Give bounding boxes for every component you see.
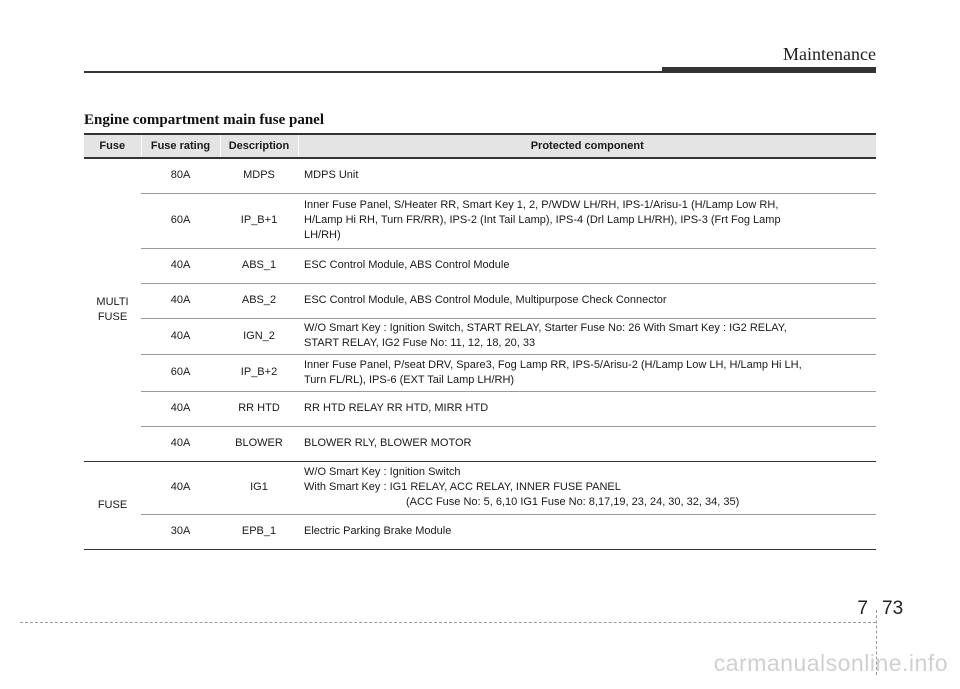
- protected-component-cell: [298, 461, 876, 514]
- header-section-title: Maintenance: [783, 44, 876, 64]
- column-header-fuse-rating: Fuse rating: [141, 134, 220, 158]
- component-line: H/Lamp Hi RH, Turn FR/RR), IPS-2 (Int Tail Lamp), IPS-4 (Drl Lamp LH/RH), IPS-3 (Frt Fog Lamp: [304, 214, 781, 226]
- table-row: [84, 248, 876, 283]
- fuse-rating-cell: 40A: [141, 248, 220, 283]
- protected-component-cell: [298, 158, 876, 193]
- fuse-group-cell: [84, 158, 141, 461]
- protected-component-cell: [298, 426, 876, 461]
- fuse-rating-cell: 40A: [141, 283, 220, 318]
- component-line: START RELAY, IG2 Fuse No: 11, 12, 18, 20, 33: [304, 337, 536, 349]
- protected-component-cell: [298, 283, 876, 318]
- table-row: [84, 318, 876, 354]
- fuse-rating-cell: 40A: [141, 318, 220, 354]
- fuse-rating-cell: 60A: [141, 193, 220, 248]
- component-line: Electric Parking Brake Module: [304, 525, 452, 537]
- component-line: Inner Fuse Panel, P/seat DRV, Spare3, Fog Lamp RR, IPS-5/Arisu-2 (H/Lamp Low LH, H/Lamp Hi LH,: [304, 358, 802, 371]
- fuse-group-label: FUSE: [97, 310, 128, 323]
- table-row: [84, 158, 876, 193]
- fuse-rating-cell: 30A: [141, 514, 220, 549]
- fuse-rating-cell: 40A: [141, 426, 220, 461]
- component-line: With Smart Key : IG1 RELAY, ACC RELAY, INNER FUSE PANEL: [304, 481, 621, 493]
- fuse-group-cell: [84, 461, 141, 549]
- fuse-rating-cell: 40A: [141, 391, 220, 426]
- table-header-row: [84, 134, 876, 158]
- header-rule-accent: [662, 67, 876, 73]
- page-number: 73: [882, 598, 904, 619]
- table-row: [84, 283, 876, 318]
- fuse-group-label: MULTI: [96, 295, 129, 308]
- table-row: [84, 354, 876, 391]
- table-row: [84, 426, 876, 461]
- component-line: Inner Fuse Panel, S/Heater RR, Smart Key 1, 2, P/WDW LH/RH, IPS-1/Arisu-1 (H/Lamp Low RH,: [304, 199, 779, 211]
- watermark: carmanualsonline.info: [713, 650, 948, 676]
- component-line: Turn FL/RL), IPS-6 (EXT Tail Lamp LH/RH): [304, 373, 515, 386]
- page-title: Engine compartment main fuse panel: [84, 112, 324, 128]
- fuse-rating-cell: 40A: [141, 461, 220, 514]
- fuse-group-label: FUSE: [97, 498, 128, 511]
- component-line: BLOWER RLY, BLOWER MOTOR: [304, 437, 472, 449]
- component-line: W/O Smart Key : Ignition Switch: [304, 466, 461, 478]
- footer-rule: [20, 622, 876, 623]
- description-cell: IP_B+2: [220, 354, 298, 391]
- component-line: LH/RH): [304, 229, 341, 241]
- component-line: MDPS Unit: [304, 169, 359, 182]
- protected-component-cell: [298, 514, 876, 549]
- protected-component-cell: [298, 354, 876, 391]
- component-line: ESC Control Module, ABS Control Module: [304, 259, 510, 271]
- table-row: [84, 461, 876, 514]
- description-cell: EPB_1: [220, 514, 298, 549]
- description-cell: RR HTD: [220, 391, 298, 426]
- description-cell: BLOWER: [220, 426, 298, 461]
- description-cell: IG1: [220, 461, 298, 514]
- table-row: [84, 514, 876, 549]
- column-header-protected-component: Protected component: [298, 134, 876, 158]
- component-line: RR HTD RELAY RR HTD, MIRR HTD: [304, 402, 489, 414]
- fuse-rating-cell: 80A: [141, 158, 220, 193]
- description-cell: ABS_1: [220, 248, 298, 283]
- component-line: W/O Smart Key : Ignition Switch, START RELAY, Starter Fuse No: 26 With Smart Key : IG2 RELAY,: [304, 322, 787, 334]
- table-row: [84, 193, 876, 248]
- protected-component-cell: [298, 248, 876, 283]
- description-cell: MDPS: [220, 158, 298, 193]
- chapter-number: 7: [857, 598, 868, 619]
- component-line: ESC Control Module, ABS Control Module, Multipurpose Check Connector: [304, 294, 667, 306]
- protected-component-cell: [298, 193, 876, 248]
- fuse-rating-cell: 60A: [141, 354, 220, 391]
- description-cell: ABS_2: [220, 283, 298, 318]
- table-row: [84, 391, 876, 426]
- column-header-fuse: Fuse: [84, 134, 141, 158]
- protected-component-cell: [298, 391, 876, 426]
- description-cell: IP_B+1: [220, 193, 298, 248]
- description-cell: IGN_2: [220, 318, 298, 354]
- header-rule: [84, 71, 662, 73]
- fuse-table: [84, 133, 876, 550]
- component-line: (ACC Fuse No: 5, 6,10 IG1 Fuse No: 8,17,19, 23, 24, 30, 32, 34, 35): [406, 496, 740, 508]
- protected-component-cell: [298, 318, 876, 354]
- column-header-description: Description: [220, 134, 298, 158]
